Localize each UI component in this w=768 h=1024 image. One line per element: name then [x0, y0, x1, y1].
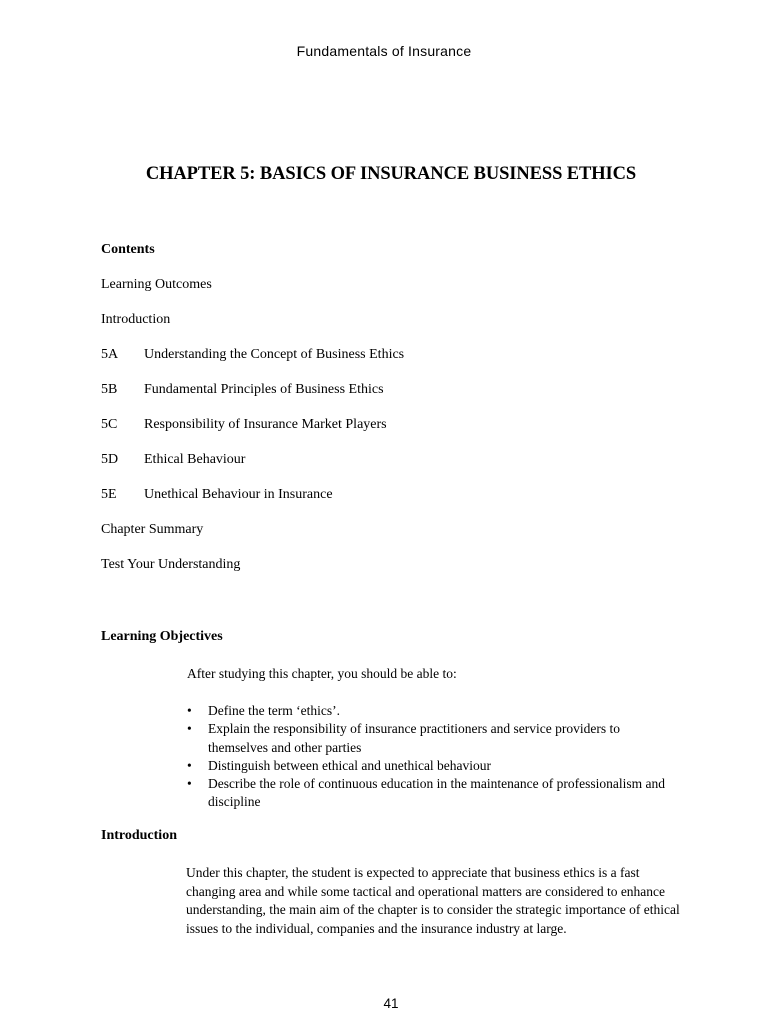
- toc-entry-5a: [101, 347, 404, 363]
- toc-entry-label: Test Your Understanding: [101, 557, 241, 572]
- introduction-paragraph: Under this chapter, the student is expected to appreciate that business ethics is a fast changing area and while some tactical and operational matters are considered to enhance understanding, the main aim of the chapter is to consider the strategic importance of ethical issues to the individual, companies and the insurance industry at large.: [186, 865, 680, 936]
- list-item: [187, 775, 667, 812]
- running-header: Fundamentals of Insurance: [296, 43, 472, 59]
- toc-entry-label: Fundamental Principles of Business Ethics: [144, 382, 384, 397]
- list-item-text: Define the term ‘ethics’.: [208, 703, 340, 718]
- toc-entry-test-your-understanding: [101, 557, 240, 573]
- toc-entry-code: 5A: [101, 347, 119, 362]
- toc-entry-5d: [101, 452, 245, 468]
- toc-entry-code: 5B: [101, 382, 118, 397]
- page-number: 41: [383, 996, 399, 1011]
- toc-entry-label: Chapter Summary: [101, 522, 204, 537]
- chapter-title: CHAPTER 5: BASICS OF INSURANCE BUSINESS ETHICS: [145, 164, 637, 184]
- toc-entry-label: Unethical Behaviour in Insurance: [144, 487, 333, 502]
- bullet-glyph: •: [187, 776, 192, 792]
- list-item: [187, 720, 667, 757]
- toc-entry-code: 5E: [101, 487, 117, 502]
- learning-objectives-heading: Learning Objectives: [101, 629, 223, 644]
- toc-entry-label: Responsibility of Insurance Market Players: [144, 417, 387, 432]
- toc-entry-code: 5D: [101, 452, 119, 467]
- toc-entry-learning-outcomes: [101, 277, 212, 293]
- list-item-text: Distinguish between ethical and unethical behaviour: [208, 757, 492, 773]
- toc-entry-label: Ethical Behaviour: [144, 452, 246, 467]
- toc-entry-code: 5C: [101, 417, 118, 432]
- toc-entry-label: Introduction: [101, 312, 171, 327]
- list-item: [187, 702, 667, 720]
- toc-entry-label: Learning Outcomes: [101, 277, 212, 292]
- bullet-glyph: •: [187, 703, 192, 718]
- toc-entry-label: Understanding the Concept of Business Ethics: [144, 347, 405, 362]
- list-item-text: Explain the responsibility of insurance practitioners and service providers to themselves and other parties: [208, 721, 621, 755]
- learning-objectives-list: [187, 702, 667, 812]
- bullet-glyph: •: [187, 721, 192, 737]
- list-item-text: Describe the role of continuous education in the maintenance of professionalism and discipline: [208, 776, 665, 810]
- contents-heading: Contents: [101, 242, 155, 257]
- introduction-heading: Introduction: [101, 828, 177, 843]
- toc-entry-introduction: [101, 312, 170, 328]
- toc-entry-5b: [101, 382, 384, 398]
- learning-objectives-intro: After studying this chapter, you should be able to:: [187, 666, 457, 681]
- bullet-glyph: •: [187, 757, 192, 773]
- list-item: [187, 757, 667, 775]
- toc-entry-5c: [101, 417, 387, 433]
- toc-entry-5e: [101, 487, 333, 503]
- toc-entry-chapter-summary: [101, 522, 203, 538]
